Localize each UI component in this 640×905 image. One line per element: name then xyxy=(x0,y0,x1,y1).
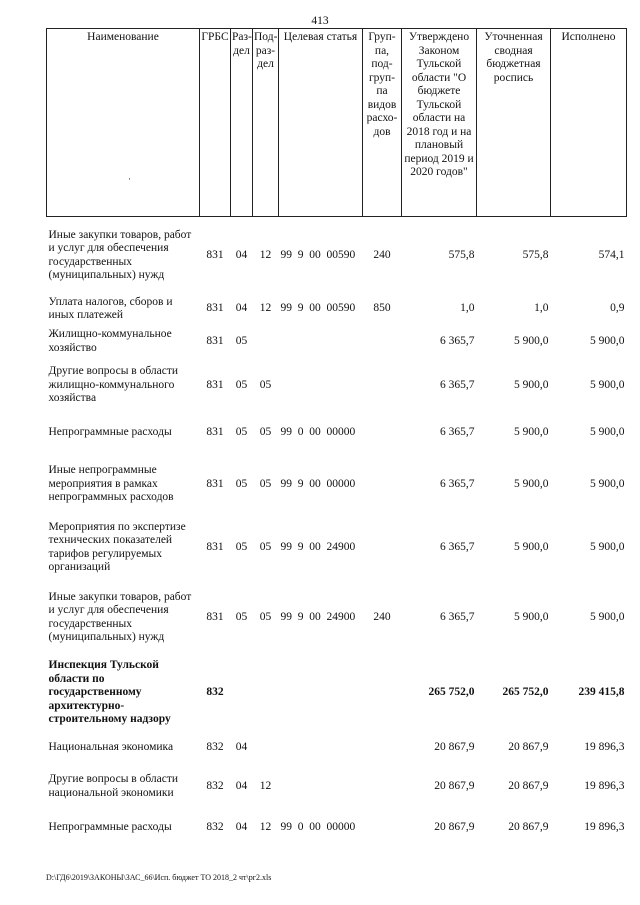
cell-razdel: 05 xyxy=(235,334,248,347)
cell-approved: 20 867,9 xyxy=(434,740,475,753)
cell-name: Непрограммные расходы xyxy=(48,425,172,438)
cell-approved: 6 365,7 xyxy=(440,540,475,553)
cell-name: Непрограммные расходы xyxy=(48,820,172,833)
cell-grbs: 832 xyxy=(206,820,224,833)
cell-target: 99 9 00 24900 xyxy=(280,540,356,553)
cell-target: 99 9 00 24900 xyxy=(280,610,356,623)
cell-name: Мероприятия по экспертизе технических показателей тарифов регулируемых организаций xyxy=(48,520,186,573)
cell-razdel: 04 xyxy=(235,779,248,792)
table-row xyxy=(47,516,627,580)
table-row xyxy=(47,454,627,516)
cell-grbs: 832 xyxy=(206,779,224,792)
cell-grbs: 831 xyxy=(206,610,224,623)
cell-refined: 1,0 xyxy=(534,302,549,315)
cell-target xyxy=(279,360,363,412)
cell-target: 99 9 00 00590 xyxy=(280,302,356,315)
header-grbs: ГРБС xyxy=(200,29,231,217)
cell-grbs: 831 xyxy=(206,334,224,347)
cell-podrazdel xyxy=(253,731,279,765)
cell-razdel: 05 xyxy=(235,477,248,490)
cell-approved: 6 365,7 xyxy=(440,477,475,490)
table-row xyxy=(47,580,627,656)
cell-razdel: 05 xyxy=(235,425,248,438)
cell-executed: 5 900,0 xyxy=(590,334,625,347)
cell-name: Другие вопросы в области жилищно-коммунального хозяйства xyxy=(48,365,179,405)
cell-name: Иные закупки товаров, работ и услуг для обеспечения государственных (муниципальных) нужд xyxy=(48,228,192,282)
cell-podrazdel xyxy=(253,656,279,731)
table-row xyxy=(47,217,627,295)
cell-razdel: 04 xyxy=(235,740,248,753)
cell-group xyxy=(363,324,402,360)
cell-approved: 20 867,9 xyxy=(434,779,475,792)
table-row xyxy=(47,324,627,360)
cell-podrazdel xyxy=(253,324,279,360)
table-row xyxy=(47,656,627,731)
cell-target: 99 0 00 00000 xyxy=(280,425,356,438)
cell-refined: 5 900,0 xyxy=(514,334,549,347)
cell-name: Уплата налогов, сборов и иных платежей xyxy=(48,295,173,321)
cell-podrazdel: 12 xyxy=(259,779,272,792)
cell-group: 850 xyxy=(373,302,391,315)
cell-group: 240 xyxy=(373,610,391,623)
cell-name: Иные закупки товаров, работ и услуг для обеспечения государственных (муниципальных) нужд xyxy=(48,590,192,643)
header-group: Груп-па, под-груп-па видов расхо-дов xyxy=(363,29,402,217)
cell-executed: 5 900,0 xyxy=(590,610,625,623)
cell-executed: 574,1 xyxy=(598,249,625,261)
cell-target xyxy=(279,765,363,809)
cell-refined: 265 752,0 xyxy=(502,686,549,699)
cell-name: Национальная экономика xyxy=(48,740,174,753)
cell-executed: 5 900,0 xyxy=(590,540,625,553)
header-refined: Уточненная сводная бюджетная роспись xyxy=(477,29,551,217)
cell-grbs: 832 xyxy=(206,740,224,753)
cell-approved: 6 365,7 xyxy=(440,425,475,438)
header-approved: Утверждено Законом Тульской области "О бюджете Тульской области на 2018 год и на плановый период 2019 и 2020 годов" xyxy=(402,29,477,217)
cell-executed: 5 900,0 xyxy=(590,378,625,391)
cell-refined: 5 900,0 xyxy=(514,540,549,553)
cell-approved: 575,8 xyxy=(448,249,475,261)
cell-grbs: 831 xyxy=(206,249,224,261)
cell-name: Другие вопросы в области национальной экономики xyxy=(48,773,179,799)
table-row xyxy=(47,360,627,412)
cell-podrazdel: 12 xyxy=(259,249,272,261)
cell-razdel xyxy=(231,656,253,731)
cell-razdel: 04 xyxy=(235,302,248,315)
cell-podrazdel: 05 xyxy=(259,425,272,438)
cell-approved: 6 365,7 xyxy=(440,334,475,347)
cell-approved: 1,0 xyxy=(460,302,475,315)
cell-target xyxy=(279,324,363,360)
header-row xyxy=(47,29,627,217)
cell-group xyxy=(363,516,402,580)
cell-razdel: 05 xyxy=(235,378,248,391)
header-name: Наименование xyxy=(47,29,200,217)
cell-name: Инспекция Тульской области по государственному архитектурно-строительному надзору xyxy=(48,659,171,726)
cell-target xyxy=(279,656,363,731)
cell-razdel: 04 xyxy=(235,820,248,833)
page-number: 413 xyxy=(311,15,329,27)
cell-refined: 5 900,0 xyxy=(514,425,549,438)
scan-dot: · xyxy=(128,174,131,184)
cell-executed: 0,9 xyxy=(610,302,625,315)
cell-approved: 265 752,0 xyxy=(428,686,475,699)
cell-executed: 19 896,3 xyxy=(584,740,625,753)
cell-target xyxy=(279,731,363,765)
header-podrazdel: Под-раз-дел xyxy=(253,29,279,217)
cell-razdel: 05 xyxy=(235,610,248,623)
cell-podrazdel: 05 xyxy=(259,610,272,623)
cell-refined: 20 867,9 xyxy=(508,820,549,833)
cell-refined: 5 900,0 xyxy=(514,610,549,623)
cell-razdel: 05 xyxy=(235,540,248,553)
cell-approved: 6 365,7 xyxy=(440,610,475,623)
cell-grbs: 832 xyxy=(206,686,224,699)
cell-podrazdel: 12 xyxy=(259,820,272,833)
cell-executed: 5 900,0 xyxy=(590,477,625,490)
cell-refined: 5 900,0 xyxy=(514,378,549,391)
cell-group xyxy=(363,360,402,412)
cell-refined: 5 900,0 xyxy=(514,477,549,490)
cell-refined: 575,8 xyxy=(522,249,549,261)
cell-grbs: 831 xyxy=(206,540,224,553)
cell-executed: 19 896,3 xyxy=(584,820,625,833)
cell-group xyxy=(363,454,402,516)
cell-name: Иные непрограммные мероприятия в рамках непрограммных расходов xyxy=(48,464,174,504)
cell-refined: 20 867,9 xyxy=(508,779,549,792)
cell-approved: 6 365,7 xyxy=(440,378,475,391)
cell-grbs: 831 xyxy=(206,378,224,391)
cell-grbs: 831 xyxy=(206,302,224,315)
cell-group xyxy=(363,412,402,454)
cell-group: 240 xyxy=(373,249,391,261)
header-target: Целевая статья xyxy=(279,29,363,217)
cell-target: 99 0 00 00000 xyxy=(280,820,356,833)
table-row xyxy=(47,765,627,809)
budget-table xyxy=(46,28,627,847)
table-row xyxy=(47,412,627,454)
cell-approved: 20 867,9 xyxy=(434,820,475,833)
cell-podrazdel: 05 xyxy=(259,540,272,553)
cell-razdel: 04 xyxy=(235,249,248,261)
cell-group xyxy=(363,731,402,765)
cell-target: 99 9 00 00000 xyxy=(280,477,356,490)
header-executed: Исполнено xyxy=(551,29,627,217)
cell-target: 99 9 00 00590 xyxy=(280,249,356,261)
cell-grbs: 831 xyxy=(206,477,224,490)
cell-podrazdel: 05 xyxy=(259,477,272,490)
table-row xyxy=(47,731,627,765)
cell-podrazdel: 12 xyxy=(259,302,272,315)
cell-podrazdel: 05 xyxy=(259,378,272,391)
file-path-footer: D:\ГД6\2019\ЗАКОНЫ\ЗАС_66\Исп. бюджет ТО 2018_2 чт\рг2.xls xyxy=(46,873,272,882)
cell-executed: 5 900,0 xyxy=(590,425,625,438)
cell-executed: 239 415,8 xyxy=(578,686,625,699)
cell-executed: 19 896,3 xyxy=(584,779,625,792)
cell-group xyxy=(363,765,402,809)
cell-grbs: 831 xyxy=(206,425,224,438)
cell-refined: 20 867,9 xyxy=(508,740,549,753)
table-row xyxy=(47,809,627,847)
cell-group xyxy=(363,809,402,847)
cell-name: Жилищно-коммунальное хозяйство xyxy=(48,328,172,354)
cell-group xyxy=(363,656,402,731)
table-row xyxy=(47,295,627,324)
header-razdel: Раз-дел xyxy=(231,29,253,217)
